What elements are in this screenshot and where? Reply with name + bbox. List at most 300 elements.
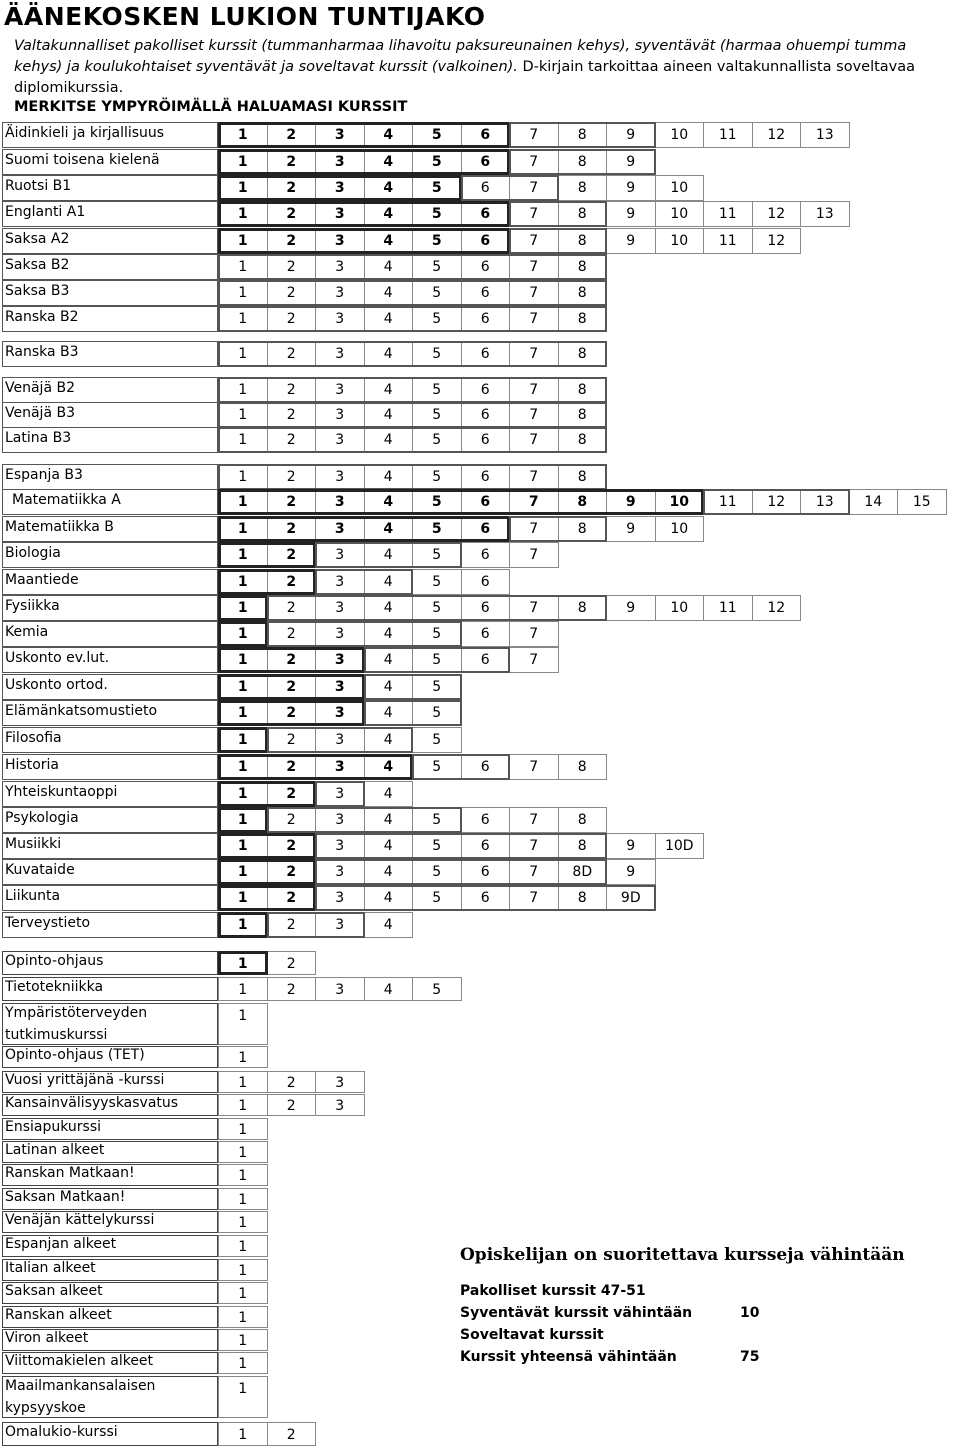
course-cell[interactable]: 4 bbox=[364, 516, 414, 542]
course-cell[interactable]: 7 bbox=[509, 885, 559, 911]
course-cell[interactable]: 3 bbox=[315, 377, 365, 403]
course-cell[interactable]: 7 bbox=[509, 833, 559, 859]
course-cell[interactable]: 6 bbox=[461, 489, 511, 515]
course-cell[interactable]: 1 bbox=[218, 1306, 268, 1328]
course-cell[interactable]: 3 bbox=[315, 781, 365, 807]
course-cell[interactable]: 13 bbox=[800, 489, 850, 515]
course-cell[interactable]: 8 bbox=[558, 754, 608, 780]
course-cell[interactable]: 4 bbox=[364, 833, 414, 859]
course-cell[interactable]: 11 bbox=[703, 228, 753, 254]
course-cell[interactable]: 3 bbox=[315, 977, 365, 1001]
course-cell[interactable]: 2 bbox=[267, 464, 317, 490]
course-cell[interactable]: 3 bbox=[315, 912, 365, 938]
subject-row bbox=[0, 341, 960, 367]
course-cell[interactable]: 8D bbox=[558, 859, 608, 885]
course-cell[interactable]: 8 bbox=[558, 807, 608, 833]
course-cell[interactable]: 7 bbox=[509, 647, 559, 673]
course-cell[interactable]: 5 bbox=[412, 464, 462, 490]
course-cell[interactable]: 3 bbox=[315, 489, 365, 515]
course-cell[interactable]: 3 bbox=[315, 427, 365, 453]
course-cell[interactable]: 6 bbox=[461, 201, 511, 227]
course-cell[interactable]: 6 bbox=[461, 306, 511, 332]
course-cell[interactable]: 3 bbox=[315, 542, 365, 568]
course-cell[interactable]: 3 bbox=[315, 647, 365, 673]
course-cell[interactable]: 1 bbox=[218, 228, 268, 254]
course-cell[interactable]: 7 bbox=[509, 377, 559, 403]
course-cell[interactable]: 2 bbox=[267, 674, 317, 700]
course-cell[interactable]: 5 bbox=[412, 727, 462, 753]
course-cell[interactable]: 5 bbox=[412, 402, 462, 428]
course-cell[interactable]: 5 bbox=[412, 647, 462, 673]
course-cell[interactable]: 5 bbox=[412, 341, 462, 367]
course-cell[interactable]: 1 bbox=[218, 1235, 268, 1257]
course-cell[interactable]: 8 bbox=[558, 833, 608, 859]
course-cell[interactable]: 4 bbox=[364, 859, 414, 885]
course-cell[interactable]: 1 bbox=[218, 201, 268, 227]
course-cell[interactable]: 3 bbox=[315, 674, 365, 700]
course-cell[interactable]: 5 bbox=[412, 122, 462, 148]
course-cell[interactable]: 3 bbox=[315, 280, 365, 306]
course-cell[interactable]: 5 bbox=[412, 542, 462, 568]
course-cell[interactable]: 8 bbox=[558, 175, 608, 201]
course-cell[interactable]: 6 bbox=[461, 647, 511, 673]
subject-row bbox=[0, 951, 960, 975]
course-cell[interactable]: 1 bbox=[218, 1211, 268, 1233]
course-cell[interactable]: 5 bbox=[412, 149, 462, 175]
course-cell[interactable]: 1 bbox=[218, 754, 268, 780]
subject-row bbox=[0, 489, 960, 515]
course-cell[interactable]: 3 bbox=[315, 754, 365, 780]
course-cell[interactable]: 1 bbox=[218, 1188, 268, 1210]
course-cell[interactable]: 1 bbox=[218, 700, 268, 726]
course-cell[interactable]: 9 bbox=[606, 595, 656, 621]
course-cell[interactable]: 6 bbox=[461, 464, 511, 490]
course-cell[interactable]: 3 bbox=[315, 700, 365, 726]
course-cell[interactable]: 6 bbox=[461, 341, 511, 367]
course-cell[interactable]: 3 bbox=[315, 885, 365, 911]
course-cell[interactable]: 2 bbox=[267, 377, 317, 403]
course-cell[interactable]: 3 bbox=[315, 175, 365, 201]
course-cell[interactable]: 6 bbox=[461, 122, 511, 148]
course-cell[interactable]: 4 bbox=[364, 977, 414, 1001]
course-cell[interactable]: 1 bbox=[218, 1329, 268, 1351]
summary-heading: Opiskelijan on suoritettava kursseja vähintään bbox=[460, 1245, 905, 1265]
course-cell[interactable]: 2 bbox=[267, 859, 317, 885]
subject-row bbox=[0, 807, 960, 833]
course-cell[interactable]: 7 bbox=[509, 427, 559, 453]
course-cell[interactable]: 1 bbox=[218, 516, 268, 542]
course-cell[interactable]: 4 bbox=[364, 781, 414, 807]
course-cell[interactable]: 6 bbox=[461, 542, 511, 568]
course-cell[interactable]: 1 bbox=[218, 569, 268, 595]
course-cell[interactable]: 1 bbox=[218, 542, 268, 568]
course-cell[interactable]: 5 bbox=[412, 859, 462, 885]
course-cell[interactable]: 1 bbox=[218, 1094, 268, 1116]
course-cell[interactable]: 1 bbox=[218, 781, 268, 807]
course-cell[interactable]: 10 bbox=[655, 595, 705, 621]
course-cell[interactable]: 7 bbox=[509, 280, 559, 306]
course-cell[interactable]: 9 bbox=[606, 175, 656, 201]
course-cell[interactable]: 2 bbox=[267, 149, 317, 175]
course-cell[interactable]: 6 bbox=[461, 377, 511, 403]
course-cell[interactable]: 1 bbox=[218, 1259, 268, 1281]
course-cell[interactable]: 4 bbox=[364, 727, 414, 753]
course-cell[interactable]: 7 bbox=[509, 754, 559, 780]
course-cell[interactable]: 7 bbox=[509, 175, 559, 201]
course-cell[interactable]: 8 bbox=[558, 228, 608, 254]
course-cell[interactable]: 2 bbox=[267, 254, 317, 280]
course-cell[interactable]: 1 bbox=[218, 727, 268, 753]
course-cell[interactable]: 2 bbox=[267, 754, 317, 780]
course-cell[interactable]: 9 bbox=[606, 149, 656, 175]
course-cell[interactable]: 3 bbox=[315, 228, 365, 254]
course-cell[interactable]: 1 bbox=[218, 621, 268, 647]
course-cell[interactable]: 2 bbox=[267, 647, 317, 673]
course-cell[interactable]: 1 bbox=[218, 859, 268, 885]
course-cell[interactable]: 2 bbox=[267, 700, 317, 726]
course-cell[interactable]: 3 bbox=[315, 201, 365, 227]
course-cell[interactable]: 4 bbox=[364, 377, 414, 403]
course-cell[interactable]: 2 bbox=[267, 727, 317, 753]
course-cell[interactable]: 1 bbox=[218, 674, 268, 700]
course-cell[interactable]: 4 bbox=[364, 700, 414, 726]
course-cell[interactable]: 10 bbox=[655, 228, 705, 254]
summary-label: Soveltavat kurssit bbox=[460, 1327, 604, 1343]
course-cell[interactable]: 3 bbox=[315, 306, 365, 332]
course-cell[interactable]: 8 bbox=[558, 149, 608, 175]
course-cell[interactable]: 2 bbox=[267, 402, 317, 428]
course-cell[interactable]: 5 bbox=[412, 674, 462, 700]
course-cell[interactable]: 2 bbox=[267, 427, 317, 453]
course-cell[interactable]: 4 bbox=[364, 228, 414, 254]
course-cell[interactable]: 6 bbox=[461, 885, 511, 911]
course-cell[interactable]: 4 bbox=[364, 885, 414, 911]
course-cell[interactable]: 4 bbox=[364, 149, 414, 175]
course-cell[interactable]: 2 bbox=[267, 306, 317, 332]
course-cell[interactable]: 5 bbox=[412, 885, 462, 911]
course-cell[interactable]: 2 bbox=[267, 595, 317, 621]
course-cell[interactable]: 10D bbox=[655, 833, 705, 859]
course-cell[interactable]: 4 bbox=[364, 280, 414, 306]
subject-name: Latina B3 bbox=[5, 430, 72, 446]
course-cell[interactable]: 2 bbox=[267, 885, 317, 911]
course-cell[interactable]: 1 bbox=[218, 175, 268, 201]
course-cell[interactable]: 1 bbox=[218, 149, 268, 175]
subject-name: Ranskan alkeet bbox=[5, 1307, 112, 1323]
course-cell[interactable]: 11 bbox=[703, 595, 753, 621]
subject-name: Italian alkeet bbox=[5, 1260, 96, 1276]
course-cell[interactable]: 7 bbox=[509, 595, 559, 621]
course-cell[interactable]: 6 bbox=[461, 754, 511, 780]
subject-name: Elämänkatsomustieto bbox=[5, 703, 158, 719]
course-cell[interactable]: 4 bbox=[364, 621, 414, 647]
course-cell[interactable]: 2 bbox=[267, 280, 317, 306]
course-cell[interactable]: 4 bbox=[364, 489, 414, 515]
course-cell[interactable]: 4 bbox=[364, 341, 414, 367]
course-cell[interactable]: 4 bbox=[364, 427, 414, 453]
course-cell[interactable]: 7 bbox=[509, 402, 559, 428]
course-cell[interactable]: 3 bbox=[315, 516, 365, 542]
course-cell[interactable]: 9 bbox=[606, 201, 656, 227]
course-cell[interactable]: 7 bbox=[509, 807, 559, 833]
course-cell[interactable]: 3 bbox=[315, 149, 365, 175]
course-cell[interactable]: 4 bbox=[364, 464, 414, 490]
course-cell[interactable]: 7 bbox=[509, 859, 559, 885]
course-cell[interactable]: 6 bbox=[461, 175, 511, 201]
course-cell[interactable]: 3 bbox=[315, 1094, 365, 1116]
course-cell[interactable]: 2 bbox=[267, 542, 317, 568]
course-cell[interactable]: 2 bbox=[267, 781, 317, 807]
subject-name: Latinan alkeet bbox=[5, 1142, 105, 1158]
course-cell[interactable]: 8 bbox=[558, 254, 608, 280]
course-cell[interactable]: 1 bbox=[218, 1003, 268, 1045]
course-cell[interactable]: 3 bbox=[315, 464, 365, 490]
course-cell[interactable]: 1 bbox=[218, 1376, 268, 1418]
course-cell[interactable]: 1 bbox=[218, 1118, 268, 1140]
subject-row bbox=[0, 1188, 960, 1210]
course-cell[interactable]: 1 bbox=[218, 595, 268, 621]
course-cell[interactable]: 15 bbox=[897, 489, 947, 515]
course-cell[interactable]: 4 bbox=[364, 175, 414, 201]
course-cell[interactable]: 1 bbox=[218, 833, 268, 859]
course-cell[interactable]: 3 bbox=[315, 341, 365, 367]
course-cell[interactable]: 1 bbox=[218, 1071, 268, 1093]
course-cell[interactable]: 5 bbox=[412, 807, 462, 833]
course-cell[interactable]: 5 bbox=[412, 977, 462, 1001]
course-cell[interactable]: 10 bbox=[655, 175, 705, 201]
course-cell[interactable]: 6 bbox=[461, 833, 511, 859]
course-cell[interactable]: 2 bbox=[267, 489, 317, 515]
course-cell[interactable]: 6 bbox=[461, 859, 511, 885]
course-cell[interactable]: 5 bbox=[412, 833, 462, 859]
course-cell[interactable]: 11 bbox=[703, 122, 753, 148]
course-cell[interactable]: 1 bbox=[218, 1422, 268, 1446]
course-cell[interactable]: 9 bbox=[606, 122, 656, 148]
course-cell[interactable]: 2 bbox=[267, 228, 317, 254]
course-cell[interactable]: 9 bbox=[606, 833, 656, 859]
course-cell[interactable]: 12 bbox=[752, 228, 802, 254]
course-cell[interactable]: 10 bbox=[655, 516, 705, 542]
course-cell[interactable]: 5 bbox=[412, 595, 462, 621]
subject-name: Viron alkeet bbox=[5, 1330, 89, 1346]
course-cell[interactable]: 4 bbox=[364, 122, 414, 148]
course-cell[interactable]: 7 bbox=[509, 122, 559, 148]
course-cell[interactable]: 9 bbox=[606, 516, 656, 542]
course-cell[interactable]: 1 bbox=[218, 489, 268, 515]
course-cell[interactable]: 6 bbox=[461, 516, 511, 542]
course-cell[interactable]: 4 bbox=[364, 595, 414, 621]
course-cell[interactable]: 1 bbox=[218, 341, 268, 367]
course-cell[interactable]: 9 bbox=[606, 228, 656, 254]
course-cell[interactable]: 3 bbox=[315, 859, 365, 885]
course-cell[interactable]: 5 bbox=[412, 516, 462, 542]
course-cell[interactable]: 5 bbox=[412, 175, 462, 201]
course-cell[interactable]: 1 bbox=[218, 254, 268, 280]
course-cell[interactable]: 8 bbox=[558, 885, 608, 911]
course-cell[interactable]: 2 bbox=[267, 977, 317, 1001]
subject-name: Historia bbox=[5, 757, 59, 773]
course-cell[interactable]: 4 bbox=[364, 647, 414, 673]
course-cell[interactable]: 5 bbox=[412, 228, 462, 254]
subject-name: Viittomakielen alkeet bbox=[5, 1353, 154, 1369]
course-cell[interactable]: 4 bbox=[364, 201, 414, 227]
course-cell[interactable]: 8 bbox=[558, 341, 608, 367]
course-cell[interactable]: 7 bbox=[509, 341, 559, 367]
course-cell[interactable]: 6 bbox=[461, 402, 511, 428]
course-cell[interactable]: 1 bbox=[218, 464, 268, 490]
course-cell[interactable]: 11 bbox=[703, 201, 753, 227]
course-cell[interactable]: 1 bbox=[218, 885, 268, 911]
course-cell[interactable]: 5 bbox=[412, 306, 462, 332]
course-cell[interactable]: 5 bbox=[412, 754, 462, 780]
course-cell[interactable]: 7 bbox=[509, 489, 559, 515]
course-cell[interactable]: 3 bbox=[315, 833, 365, 859]
course-cell[interactable]: 1 bbox=[218, 1141, 268, 1163]
course-cell[interactable]: 1 bbox=[218, 1164, 268, 1186]
course-cell[interactable]: 8 bbox=[558, 280, 608, 306]
course-cell[interactable]: 6 bbox=[461, 228, 511, 254]
course-cell[interactable]: 1 bbox=[218, 647, 268, 673]
course-cell[interactable]: 6 bbox=[461, 280, 511, 306]
course-cell[interactable]: 7 bbox=[509, 621, 559, 647]
course-cell[interactable]: 7 bbox=[509, 516, 559, 542]
course-cell[interactable]: 3 bbox=[315, 569, 365, 595]
course-cell[interactable]: 8 bbox=[558, 595, 608, 621]
course-cell[interactable]: 1 bbox=[218, 1046, 268, 1068]
subject-row bbox=[0, 1094, 960, 1116]
course-cell[interactable]: 5 bbox=[412, 621, 462, 647]
course-cell[interactable]: 6 bbox=[461, 254, 511, 280]
course-cell[interactable]: 1 bbox=[218, 1352, 268, 1374]
summary-label: Syventävät kurssit vähintään bbox=[460, 1305, 693, 1321]
course-cell[interactable]: 6 bbox=[461, 149, 511, 175]
course-cell[interactable]: 3 bbox=[315, 402, 365, 428]
course-cell[interactable]: 3 bbox=[315, 727, 365, 753]
course-cell[interactable]: 1 bbox=[218, 1282, 268, 1304]
course-cell[interactable]: 7 bbox=[509, 201, 559, 227]
course-cell[interactable]: 8 bbox=[558, 306, 608, 332]
course-cell[interactable]: 2 bbox=[267, 175, 317, 201]
course-cell[interactable]: 11 bbox=[703, 489, 753, 515]
course-cell[interactable]: 4 bbox=[364, 542, 414, 568]
subject-row bbox=[0, 1071, 960, 1093]
course-cell[interactable]: 8 bbox=[558, 201, 608, 227]
course-cell[interactable]: 1 bbox=[218, 377, 268, 403]
course-cell[interactable]: 2 bbox=[267, 201, 317, 227]
course-cell[interactable]: 7 bbox=[509, 149, 559, 175]
course-cell[interactable]: 2 bbox=[267, 122, 317, 148]
course-cell[interactable]: 8 bbox=[558, 464, 608, 490]
course-cell[interactable]: 2 bbox=[267, 1094, 317, 1116]
course-cell[interactable]: 13 bbox=[800, 201, 850, 227]
course-cell[interactable]: 8 bbox=[558, 377, 608, 403]
course-cell[interactable]: 7 bbox=[509, 464, 559, 490]
course-cell[interactable]: 8 bbox=[558, 489, 608, 515]
course-cell[interactable]: 5 bbox=[412, 254, 462, 280]
course-cell[interactable]: 5 bbox=[412, 427, 462, 453]
course-cell[interactable]: 5 bbox=[412, 569, 462, 595]
course-cell[interactable]: 1 bbox=[218, 306, 268, 332]
course-cell[interactable]: 12 bbox=[752, 489, 802, 515]
course-cell[interactable]: 7 bbox=[509, 254, 559, 280]
course-cell[interactable]: 5 bbox=[412, 201, 462, 227]
course-cell[interactable]: 8 bbox=[558, 516, 608, 542]
course-cell[interactable]: 4 bbox=[364, 807, 414, 833]
course-cell[interactable]: 1 bbox=[218, 427, 268, 453]
course-cell[interactable]: 2 bbox=[267, 912, 317, 938]
course-cell[interactable]: 2 bbox=[267, 341, 317, 367]
course-cell[interactable]: 4 bbox=[364, 254, 414, 280]
course-cell[interactable]: 2 bbox=[267, 621, 317, 647]
subject-name: Matematiikka A bbox=[12, 492, 121, 508]
course-cell[interactable]: 9 bbox=[606, 489, 656, 515]
course-cell[interactable]: 2 bbox=[267, 807, 317, 833]
course-cell[interactable]: 4 bbox=[364, 402, 414, 428]
course-cell[interactable]: 9 bbox=[606, 859, 656, 885]
course-cell[interactable]: 3 bbox=[315, 1071, 365, 1093]
course-cell[interactable]: 2 bbox=[267, 951, 317, 975]
course-cell[interactable]: 1 bbox=[218, 402, 268, 428]
course-cell[interactable]: 9D bbox=[606, 885, 656, 911]
course-cell[interactable]: 5 bbox=[412, 700, 462, 726]
course-cell[interactable]: 12 bbox=[752, 595, 802, 621]
course-cell[interactable]: 10 bbox=[655, 122, 705, 148]
course-cell[interactable]: 2 bbox=[267, 516, 317, 542]
course-cell[interactable]: 6 bbox=[461, 595, 511, 621]
course-cell[interactable]: 2 bbox=[267, 1071, 317, 1093]
course-cell[interactable]: 5 bbox=[412, 489, 462, 515]
course-cell[interactable]: 5 bbox=[412, 280, 462, 306]
course-cell[interactable]: 6 bbox=[461, 621, 511, 647]
course-cell[interactable]: 1 bbox=[218, 807, 268, 833]
course-cell[interactable]: 6 bbox=[461, 807, 511, 833]
course-cell[interactable]: 3 bbox=[315, 621, 365, 647]
course-cell[interactable]: 4 bbox=[364, 569, 414, 595]
course-cell[interactable]: 7 bbox=[509, 542, 559, 568]
course-cell[interactable]: 8 bbox=[558, 402, 608, 428]
course-cell[interactable]: 6 bbox=[461, 427, 511, 453]
course-cell[interactable]: 10 bbox=[655, 201, 705, 227]
course-cell[interactable]: 6 bbox=[461, 569, 511, 595]
course-cell[interactable]: 10 bbox=[655, 489, 705, 515]
course-cell[interactable]: 7 bbox=[509, 228, 559, 254]
course-cell[interactable]: 4 bbox=[364, 674, 414, 700]
course-cell[interactable]: 1 bbox=[218, 912, 268, 938]
course-cell[interactable]: 1 bbox=[218, 977, 268, 1001]
course-cell[interactable]: 3 bbox=[315, 807, 365, 833]
course-cell[interactable]: 1 bbox=[218, 951, 268, 975]
course-cell[interactable]: 5 bbox=[412, 377, 462, 403]
course-cell[interactable]: 8 bbox=[558, 122, 608, 148]
course-cell[interactable]: 3 bbox=[315, 595, 365, 621]
course-cell[interactable]: 12 bbox=[752, 122, 802, 148]
course-cell[interactable]: 1 bbox=[218, 122, 268, 148]
course-cell[interactable]: 2 bbox=[267, 1422, 317, 1446]
course-cell[interactable]: 2 bbox=[267, 569, 317, 595]
course-cell[interactable]: 4 bbox=[364, 912, 414, 938]
course-cell[interactable]: 8 bbox=[558, 427, 608, 453]
course-cell[interactable]: 3 bbox=[315, 122, 365, 148]
course-cell[interactable]: 14 bbox=[849, 489, 899, 515]
course-cell[interactable]: 1 bbox=[218, 280, 268, 306]
course-cell[interactable]: 4 bbox=[364, 754, 414, 780]
course-cell[interactable]: 13 bbox=[800, 122, 850, 148]
course-cell[interactable]: 4 bbox=[364, 306, 414, 332]
course-cell[interactable]: 3 bbox=[315, 254, 365, 280]
course-cell[interactable]: 7 bbox=[509, 306, 559, 332]
course-cell[interactable]: 12 bbox=[752, 201, 802, 227]
course-cell[interactable]: 2 bbox=[267, 833, 317, 859]
